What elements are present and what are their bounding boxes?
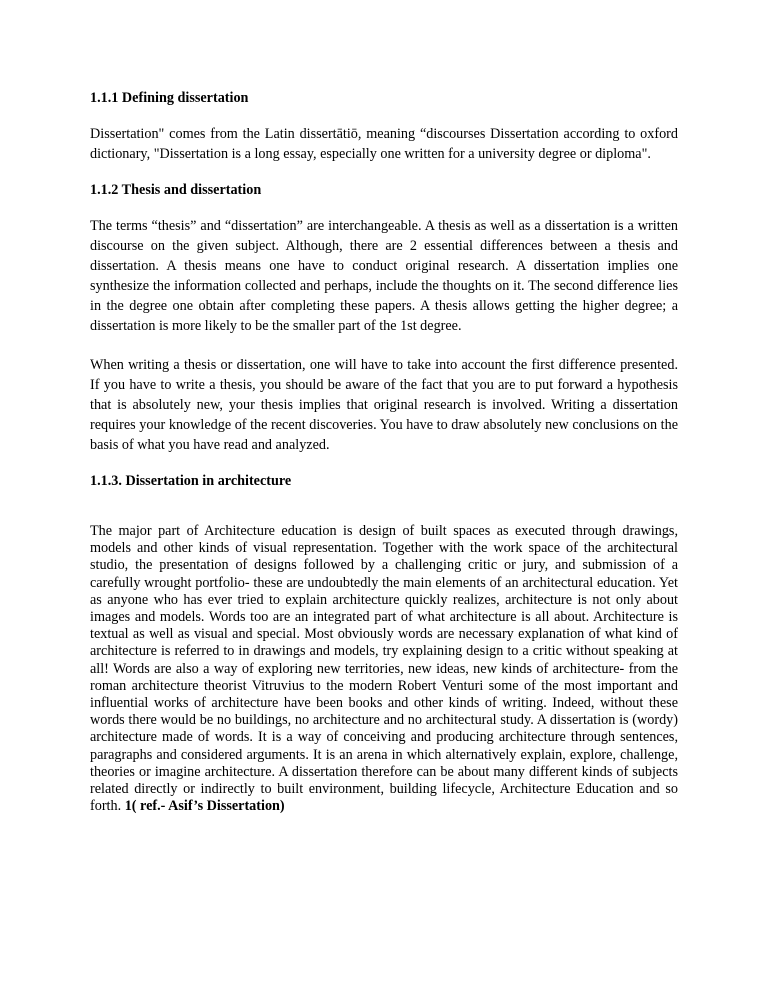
section-heading-defining-dissertation: 1.1.1 Defining dissertation [90, 90, 249, 106]
paragraph-definition: Dissertation" comes from the Latin dissertātiō, meaning “discourses Dissertation according to oxford dictionary, "Dissertation is a long essay, especially one written for a university degree or diploma". [90, 126, 678, 162]
paragraph-architecture [90, 523, 678, 815]
paragraph-architecture-text: The major part of Architecture education is design of built spaces as executed through drawings, models and other kinds of visual representation. Together with the work space of the architectural studio, the presentation of designs followed by a challenging critic or jury, and submission of a carefully wrought portfolio- these are undoubtedly the main elements of an architectural education. Yet as anyone who has ever tried to explain architecture quickly realizes, architecture is not only about images and models. Words too are an integrated part of what architecture is all about. Architecture is textual as well as visual and special. Most obviously words are necessary explanation of what kind of architecture is referred to in drawings and models, try explaining design to a critic without speaking at all! Words are also a way of exploring new territories, new ideas, new kinds of architecture- from the roman architecture theorist Vitruvius to the modern Robert Venturi some of the most important and influential works of architecture have been books and other kinds of writing. Indeed, without these words there would be no buildings, no architecture and no architectural study. A dissertation is (wordy) architecture made of words. It is a way of conceiving and producing architecture through sentences, paragraphs and considered arguments. It is an arena in which alternatively explain, explore, challenge, theories or imagine architecture. A dissertation therefore can be about many different kinds of subjects related directly or indirectly to built environment, building lifecycle, Architecture Education and so forth. [90, 523, 678, 815]
section-heading-thesis-and-dissertation: 1.1.2 Thesis and dissertation [90, 182, 262, 198]
paragraph-writing-thesis: When writing a thesis or dissertation, one will have to take into account the first difference presented. If you have to write a thesis, you should be aware of the fact that you are to put forward a hypothesis that is absolutely new, your thesis implies that original research is involved. Writing a dissertation requires your knowledge of the recent discoveries. You have to draw absolutely new conclusions on the basis of what you have read and analyzed. [90, 357, 678, 453]
document-page [90, 88, 678, 815]
paragraph-thesis-differences: The terms “thesis” and “dissertation” are interchangeable. A thesis as well as a dissertation is a written discourse on the given subject. Although, there are 2 essential differences between a thesis and dissertation. A thesis means one have to conduct original research. A dissertation implies one synthesize the information collected and perhaps, include the thoughts on it. The second difference lies in the degree one obtain after completing these papers. A thesis allows getting the higher degree; a dissertation is more likely to be the smaller part of the 1st degree. [90, 218, 678, 334]
section-heading-dissertation-in-architecture: 1.1.3. Dissertation in architecture [90, 473, 292, 489]
reference-citation: 1( ref.- Asif’s Dissertation) [124, 798, 285, 815]
